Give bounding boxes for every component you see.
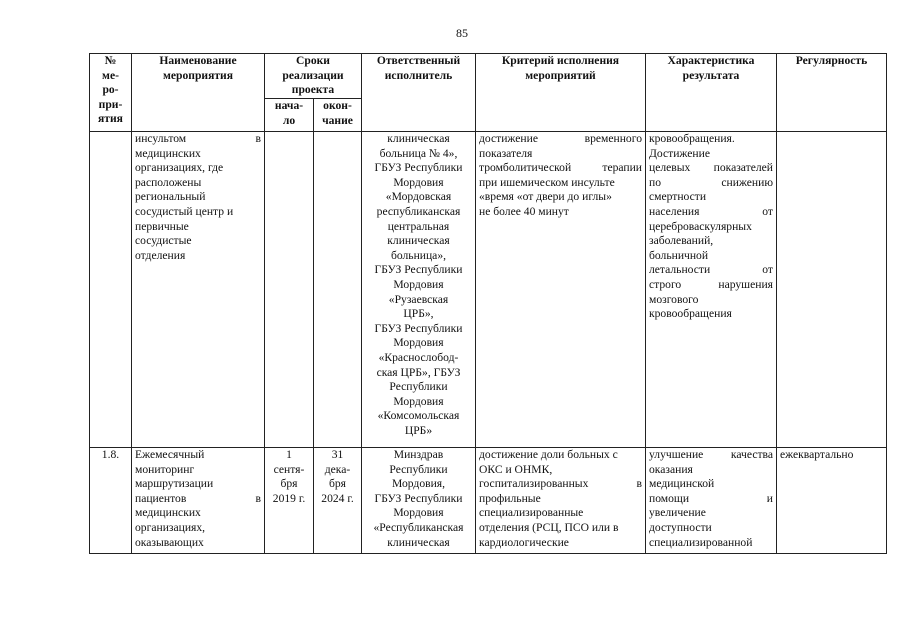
cell-line: ЦРБ»: [404, 423, 433, 437]
cell-line: окон-: [323, 99, 352, 112]
cell-line: организациях, где: [135, 161, 224, 175]
cell-line: клиническая: [387, 234, 450, 248]
row-characteristic: [646, 448, 777, 554]
cell-line: проекта: [291, 83, 335, 97]
cell-line: Мордовия,: [391, 477, 446, 491]
cell-line: медицинских: [135, 506, 201, 520]
cell-line: 1: [286, 448, 292, 461]
cell-line: специализированной: [649, 535, 753, 549]
cell-line: бря: [328, 477, 347, 491]
cell-line: Сроки: [296, 54, 330, 67]
row-responsible: [362, 132, 476, 448]
cell-line: Достижение: [649, 146, 710, 160]
cell-line: достижение доли больных с: [479, 448, 618, 461]
cell-line: Мордовия: [393, 175, 444, 189]
cell-line: ОКС и ОНМК,: [479, 462, 553, 476]
cell-line: госпитализированных в: [479, 477, 642, 491]
cell-line: центральная: [387, 219, 450, 233]
cell-line: «Мордовская: [385, 190, 452, 204]
cell-line: ГБУЗ Республики: [374, 491, 463, 505]
cell-line: «Краснослобод-: [378, 350, 459, 364]
row-start: [265, 132, 314, 448]
cell-line: увеличение: [649, 506, 706, 520]
activities-table: [89, 53, 887, 554]
cell-line: медицинской: [649, 477, 715, 491]
cell-line: «Республиканская: [373, 520, 464, 534]
cell-line: «время «от двери до иглы»: [479, 190, 612, 204]
row-number: [90, 132, 132, 448]
cell-line: помощи и: [649, 491, 773, 505]
cell-line: ГБУЗ Республики: [374, 263, 463, 277]
cell-line: кровообращения.: [649, 132, 735, 145]
cell-line: больница № 4»,: [379, 146, 458, 160]
cell-line: ро-: [102, 83, 119, 97]
cell-line: ГБУЗ Республики: [374, 161, 463, 175]
cell-line: пациентов в: [135, 491, 261, 505]
cell-line: при ишемическом инсульте: [479, 175, 615, 189]
cell-line: 31: [331, 448, 344, 461]
cell-line: показателя: [479, 146, 533, 160]
header-characteristic: [646, 54, 777, 132]
cell-line: цереброваскулярных: [649, 219, 752, 233]
cell-line: Мордовия: [393, 336, 444, 350]
cell-line: чание: [322, 113, 353, 127]
cell-line: мозгового: [649, 292, 699, 306]
cell-line: ятия: [98, 112, 123, 126]
row-responsible: [362, 448, 476, 554]
row-criterion: [476, 448, 646, 554]
cell-line: Минздрав: [393, 448, 444, 461]
page-number: 85: [456, 26, 468, 40]
cell-line: результата: [682, 68, 740, 82]
header-criterion: [476, 54, 646, 132]
cell-line: ГБУЗ Республики: [374, 321, 463, 335]
cell-line: целевых показателей: [649, 161, 773, 175]
cell-line: сентя-: [273, 462, 305, 476]
header-regularity: Регулярность: [777, 54, 887, 132]
cell-line: мониторинг: [135, 462, 195, 476]
cell-line: клиническая: [387, 132, 450, 145]
cell-line: Мордовия: [393, 506, 444, 520]
cell-line: исполнитель: [384, 68, 453, 82]
cell-line: улучшение качества: [649, 448, 773, 461]
cell-line: сосудистые: [135, 234, 192, 248]
header-terms: [265, 54, 362, 99]
row-characteristic: [646, 132, 777, 448]
row-number: 1.8.: [90, 448, 132, 554]
cell-line: мероприятий: [525, 68, 596, 82]
cell-line: не более 40 минут: [479, 204, 569, 218]
cell-line: Республики: [389, 462, 448, 476]
row-regularity: [777, 132, 887, 448]
cell-line: клиническая: [387, 535, 450, 549]
cell-line: специализированные: [479, 506, 584, 520]
cell-line: достижение временного: [479, 132, 642, 145]
cell-line: региональный: [135, 190, 206, 204]
cell-line: медицинских: [135, 146, 201, 160]
cell-line: Наименование: [159, 54, 237, 67]
cell-line: республиканская: [376, 204, 461, 218]
cell-line: маршрутизации: [135, 477, 214, 491]
cell-line: смертности: [649, 190, 707, 204]
row-name: [132, 132, 265, 448]
cell-line: ме-: [102, 68, 119, 82]
cell-line: №: [104, 54, 117, 67]
cell-line: оказывающих: [135, 535, 204, 549]
row-end: [314, 448, 362, 554]
cell-line: больничной: [649, 248, 709, 262]
header-row: [90, 54, 887, 99]
header-responsible: [362, 54, 476, 132]
cell-line: ло: [282, 113, 296, 127]
cell-line: Мордовия: [393, 277, 444, 291]
header-number: [90, 54, 132, 132]
cell-line: летальности от: [649, 263, 773, 277]
cell-line: первичные: [135, 219, 189, 233]
cell-line: реализации: [282, 68, 344, 82]
cell-line: населения от: [649, 204, 773, 218]
cell-line: ская ЦРБ», ГБУЗ: [376, 365, 461, 379]
row-start: [265, 448, 314, 554]
cell-line: Критерий исполнения: [501, 54, 620, 67]
cell-line: заболеваний,: [649, 234, 714, 248]
cell-line: кровообращения: [649, 307, 732, 321]
header-start: [265, 99, 314, 132]
header-name: [132, 54, 265, 132]
cell-line: ЦРБ»,: [403, 307, 434, 321]
cell-line: кардиологические: [479, 535, 569, 549]
cell-line: оказания: [649, 462, 693, 476]
cell-line: «Комсомольская: [377, 409, 460, 423]
cell-line: сосудистый центр и: [135, 204, 234, 218]
cell-line: Республики: [389, 380, 448, 394]
row-end: [314, 132, 362, 448]
header-end: [314, 99, 362, 132]
cell-line: больница»,: [390, 248, 447, 262]
row-name: [132, 448, 265, 554]
cell-line: Характеристика: [667, 54, 755, 67]
table-row: [90, 132, 887, 448]
cell-line: Мордовия: [393, 394, 444, 408]
cell-line: тромболитической терапии: [479, 161, 642, 175]
cell-line: мероприятия: [162, 68, 233, 82]
cell-line: инсультом в: [135, 132, 261, 145]
cell-line: расположены: [135, 175, 202, 189]
cell-line: Ответственный: [376, 54, 461, 67]
table-row: [90, 448, 887, 554]
cell-line: дека-: [324, 462, 351, 476]
cell-line: строго нарушения: [649, 277, 773, 291]
cell-line: профильные: [479, 491, 541, 505]
cell-line: по снижению: [649, 175, 773, 189]
cell-line: 2024 г.: [321, 491, 354, 505]
row-criterion: [476, 132, 646, 448]
cell-line: организациях,: [135, 520, 206, 534]
cell-line: нача-: [274, 99, 304, 112]
cell-line: бря: [280, 477, 298, 491]
cell-line: доступности: [649, 520, 712, 534]
cell-line: «Рузаевская: [388, 292, 449, 306]
cell-line: 2019 г.: [272, 491, 306, 505]
cell-line: отделения (РСЦ, ПСО или в: [479, 520, 619, 534]
cell-line: Ежемесячный: [135, 448, 205, 461]
row-regularity: ежеквартально: [777, 448, 887, 554]
cell-line: отделения: [135, 248, 186, 262]
cell-line: при-: [98, 97, 123, 111]
